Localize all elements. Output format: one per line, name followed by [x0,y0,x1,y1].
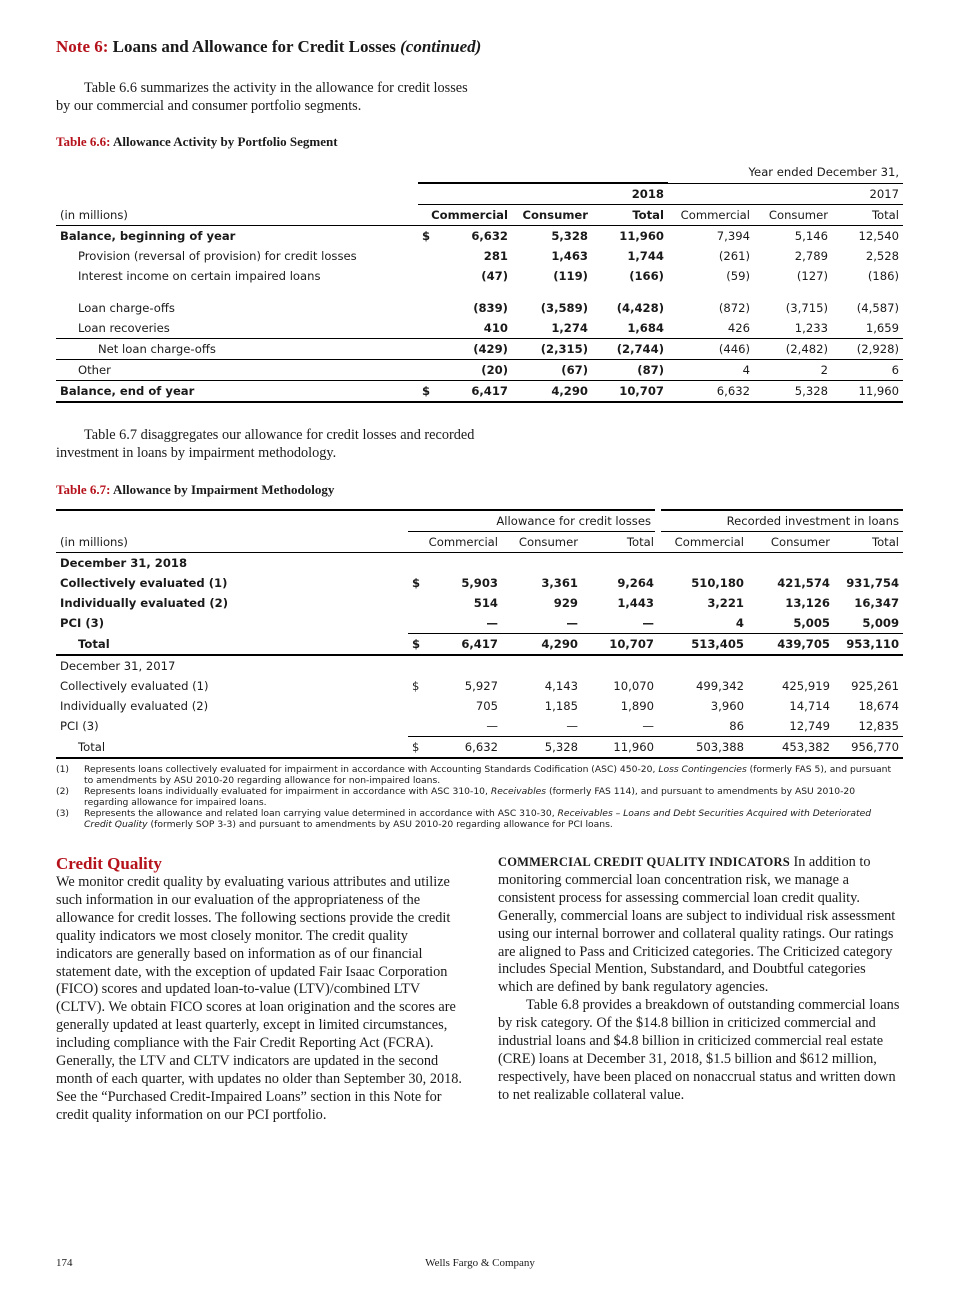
column-header: Consumer [754,205,832,226]
table-6-6 [56,162,903,403]
cell: 12,835 [834,716,903,737]
cell: 2 [754,360,832,381]
credit-quality-heading: Credit Quality [56,854,162,873]
year-2017-header: 2017 [668,183,903,205]
cell: 421,574 [777,576,830,590]
cell: 453,382 [748,737,834,759]
cell: 5,009 [834,613,903,634]
cell: 10,707 [592,381,668,403]
cell: (87) [592,360,668,381]
row-label: Provision (reversal of provision) for credit losses [78,249,357,263]
cell: 513,405 [658,634,748,656]
cell: 1,890 [620,699,654,713]
cell: 4,290 [512,381,592,403]
cell: 13,126 [785,596,830,610]
cell: 4,290 [502,634,582,656]
table-6-6-name: Allowance Activity by Portfolio Segment [112,134,338,149]
cell: (3,715) [785,301,828,315]
table-row [56,298,903,318]
column-header: Consumer [748,532,834,553]
cell: 1,684 [592,318,668,339]
cell: 11,960 [619,229,664,243]
column-header: Commercial [668,205,754,226]
cell: (47) [481,269,508,283]
footnote [56,808,901,830]
cell: 4 [668,360,754,381]
section-header: December 31, 2018 [60,556,188,570]
dollar-sign [418,246,442,266]
column-header: Total [592,205,668,226]
cell: 425,919 [782,679,830,693]
cell: 3,960 [710,699,744,713]
cell: 6,417 [432,634,502,656]
row-label: PCI (3) [60,719,99,734]
table-header-row [56,162,903,183]
table-6-7 [56,509,903,759]
cell: — [582,613,658,634]
cell: 2,789 [794,249,828,263]
dollar-sign [418,360,442,381]
cell: 281 [483,249,508,263]
cell: 410 [442,318,512,339]
note-number: Note 6: [56,37,109,56]
commercial-cq-text: In addition to monitoring commercial loan concentration risk, we manage a consistent process for assessing commercial loan credit quality. Generally, commercial loans are subject to individual risk assessment using our internal borrower and collateral quality ratings. Our ratings are aligned to Pass and Criticized categories. The Criticized category includes Special Mention, Substandard, and Doubtful categories which are defined by bank regulatory agencies. [498,854,896,996]
cell: 5,903 [461,576,498,590]
cell: (2,928) [832,339,903,360]
cell: 1,274 [512,318,592,339]
cell: 6,632 [668,381,754,403]
cell: 10,070 [613,679,654,693]
dollar-sign: $ [408,737,432,759]
dollar-sign [418,318,442,339]
dollar-sign: $ [422,229,431,243]
footnote-number: (3) [56,808,70,819]
commercial-cq-heading: COMMERCIAL CREDIT QUALITY INDICATORS [498,855,790,869]
cell: (4,587) [856,301,900,315]
row-label: Balance, beginning of year [60,229,236,243]
table-6-6-title [56,134,338,150]
units-label: (in millions) [56,205,418,226]
cell: 503,388 [658,737,748,759]
table-row [56,634,903,656]
cell: 18,674 [858,699,900,713]
cell: 929 [553,596,578,610]
commercial-credit-quality-section [498,854,904,1105]
units-label: (in millions) [56,532,408,553]
cell: (166) [629,269,664,283]
cell: 3,361 [541,576,578,590]
cell: 5,328 [754,381,832,403]
cell: (2,744) [592,339,668,360]
column-header: Total [834,532,903,553]
cell: 3,221 [707,596,744,610]
note-continued: (continued) [400,37,482,56]
group-header-row [56,510,903,532]
section-header-row [56,553,903,574]
row-label: PCI (3) [60,616,105,631]
cell: 14,714 [789,699,830,713]
column-header: Consumer [512,205,592,226]
column-header: Commercial [658,532,748,553]
cell: 4 [658,613,748,634]
dollar-sign [408,696,432,716]
table-row [56,318,903,339]
cell: 705 [475,699,498,713]
cell: (59) [726,269,750,283]
year-2018-header: 2018 [418,183,668,205]
cell: 1,659 [832,318,903,339]
cell: (429) [442,339,512,360]
column-header: Total [582,532,658,553]
cell: 439,705 [748,634,834,656]
dollar-sign: $ [412,679,420,693]
cell: 499,342 [696,679,744,693]
cell: 16,347 [854,596,900,610]
cell: 5,328 [502,737,582,759]
cell: (3,589) [540,301,588,315]
table-6-7-title [56,482,334,498]
cell: 11,960 [582,737,658,759]
cell: 5,005 [748,613,834,634]
cell: (119) [553,269,588,283]
cell: 4,143 [544,679,578,693]
cell: (186) [867,269,900,283]
row-label: Collectively evaluated (1) [60,679,209,693]
table-6-7-name: Allowance by Impairment Methodology [112,482,335,497]
cell: 7,394 [716,229,750,243]
cell: 86 [658,716,748,737]
cell: 925,261 [851,679,900,693]
footnote-number: (1) [56,764,70,775]
note-title-text: Loans and Allowance for Credit Losses [112,37,396,56]
dollar-sign: $ [412,576,421,590]
cell: (261) [718,249,750,263]
row-label: Individually evaluated (2) [60,596,228,610]
column-header-row [56,532,903,553]
row-label: Collectively evaluated (1) [60,576,228,590]
section-header: December 31, 2017 [60,659,176,673]
cell: 1,185 [544,699,578,713]
cell: (2,315) [512,339,592,360]
cell: 6,632 [471,229,508,243]
dollar-sign [418,298,442,318]
table-row [56,360,903,381]
cell: 953,110 [834,634,903,656]
cell: (4,428) [616,301,664,315]
footnote-text: Represents the allowance and related loan carrying value determined in accordance with ASC 310-30, Receivables – Loans and Debt Securities Acquired with Deteriorated Credit Quality (formerly SOP 3-3) and pursuant to amendments by ASU 2010-20 regarding allowance for PCI loans. [84,808,872,830]
cell: 5,328 [551,229,588,243]
table-row [56,676,903,696]
cell: 956,770 [834,737,903,759]
cell: 1,463 [551,249,588,263]
cell: 5,927 [464,679,498,693]
cell: 6,417 [442,381,512,403]
cell: (872) [718,301,750,315]
credit-quality-paragraph: We monitor credit quality by evaluating various attributes and utilize such information in our evaluation of the appropriateness of the allowance for credit losses. The following sections provide the credit quality indicators we most closely monitor. The credit quality indicators are generally based on information as of our financial statement date, with the exception of updated Fair Isaac Corporation (FICO) scores and updated loan-to-value (LTV)/combined LTV (CLTV). We obtain FICO scores at loan origination and the scores are generally updated at least quarterly, except in limited circumstances, including compliance with the Fair Credit Reporting Act (FCRA). Generally, the LTV and CLTV indicators are updated in the second month of each quarter, with updates no older than September 30, 2018. See the “Purchased Credit-Impaired Loans” section in this Note for credit quality information on our PCI portfolio. [56,874,462,1123]
table-row [56,716,903,737]
cell: (20) [442,360,512,381]
period-header: Year ended December 31, [668,162,903,183]
cell: 9,264 [617,576,654,590]
cell: 514 [473,596,498,610]
footnote [56,764,901,786]
column-header-row [56,205,903,226]
column-header: Commercial [408,532,502,553]
column-header: Consumer [502,532,582,553]
dollar-sign: $ [418,381,442,403]
row-label: Net loan charge-offs [56,339,418,360]
cell: 6,632 [432,737,502,759]
column-header: Total [832,205,903,226]
table-row [56,266,903,286]
cell: 12,540 [858,229,900,243]
cell: 931,754 [846,576,900,590]
row-label: Other [56,360,418,381]
cell: 2,528 [865,249,900,263]
table-row [56,613,903,634]
table-6-6-label: Table 6.6: [56,134,111,149]
table-row [56,573,903,593]
row-label: Interest income on certain impaired loans [78,269,321,283]
cell: 1,233 [754,318,832,339]
spacer-row [56,286,903,298]
page-title [56,37,481,57]
row-label: Total [56,737,408,759]
footnote-number: (2) [56,786,70,797]
cell: — [432,716,502,737]
cell: 1,443 [617,596,654,610]
cell: 510,180 [691,576,744,590]
cell: — [502,613,582,634]
cell: — [582,716,658,737]
dollar-sign [418,339,442,360]
footnote-text: Represents loans collectively evaluated for impairment in accordance with Accounting Standards Codification (ASC) 450-20, Loss Contingencies (formerly FAS 5), and pursuant to amendments by ASU 2010-20 regarding allowance for non-impaired loans. [84,764,892,786]
footnote-text: Represents loans individually evaluated for impairment in accordance with ASC 310-10, Receivables (formerly FAS 114), and pursuant to amendments by ASU 2010-20 regarding allowance for impaired loans. [84,786,856,808]
cell: 5,146 [794,229,828,243]
column-header: Commercial [418,205,512,226]
footer-company: Wells Fargo & Company [425,1257,535,1269]
group-header-allowance: Allowance for credit losses [408,510,658,532]
table-row [56,381,903,403]
table-row [56,339,903,360]
intro-paragraph-6-6: Table 6.6 summarizes the activity in the allowance for credit losses by our commercial and consumer portfolio segments. [56,80,468,114]
footnotes [56,764,901,830]
row-label: Loan charge-offs [78,301,175,315]
cell: (2,482) [754,339,832,360]
dollar-sign [408,593,432,613]
cell: — [432,613,502,634]
page-number: 174 [56,1257,73,1269]
row-label: Balance, end of year [56,381,418,403]
cell: 11,960 [832,381,903,403]
table-row [56,246,903,266]
cell: 426 [668,318,754,339]
footnote [56,786,901,808]
intro-paragraph-6-7: Table 6.7 disaggregates our allowance for credit losses and recorded investment in loans by impairment methodology. [56,427,475,461]
dollar-sign [418,266,442,286]
dollar-sign: $ [408,634,432,656]
table-row [56,696,903,716]
group-header-investment: Recorded investment in loans [658,510,903,532]
table-row [56,593,903,613]
cell: 12,749 [748,716,834,737]
dollar-sign [408,716,432,737]
table-row [56,737,903,759]
table-row [56,226,903,247]
cell: 10,707 [582,634,658,656]
cell: — [502,716,582,737]
row-label: Individually evaluated (2) [60,699,209,713]
row-label: Loan recoveries [78,321,170,335]
cell: (446) [668,339,754,360]
dollar-sign [408,613,432,634]
cell: (67) [512,360,592,381]
table-6-7-label: Table 6.7: [56,482,111,497]
commercial-paragraph-1 [498,854,904,997]
row-label: Total [56,634,408,656]
cell: (127) [796,269,828,283]
cell: 6 [832,360,903,381]
commercial-paragraph-2: Table 6.8 provides a breakdown of outstanding commercial loans by risk category. Of the $14.8 billion in criticized commercial and industrial loans and $4.8 billion in criticized commercial real estate (CRE) loans at December 31, 2018, $1.5 billion and $612 million, respectively, have been placed on nonaccrual status and written down to net realizable collateral value. [498,997,900,1103]
cell: 1,744 [627,249,664,263]
cell: (839) [473,301,508,315]
table-header-row [56,183,903,205]
section-header-row [56,655,903,676]
